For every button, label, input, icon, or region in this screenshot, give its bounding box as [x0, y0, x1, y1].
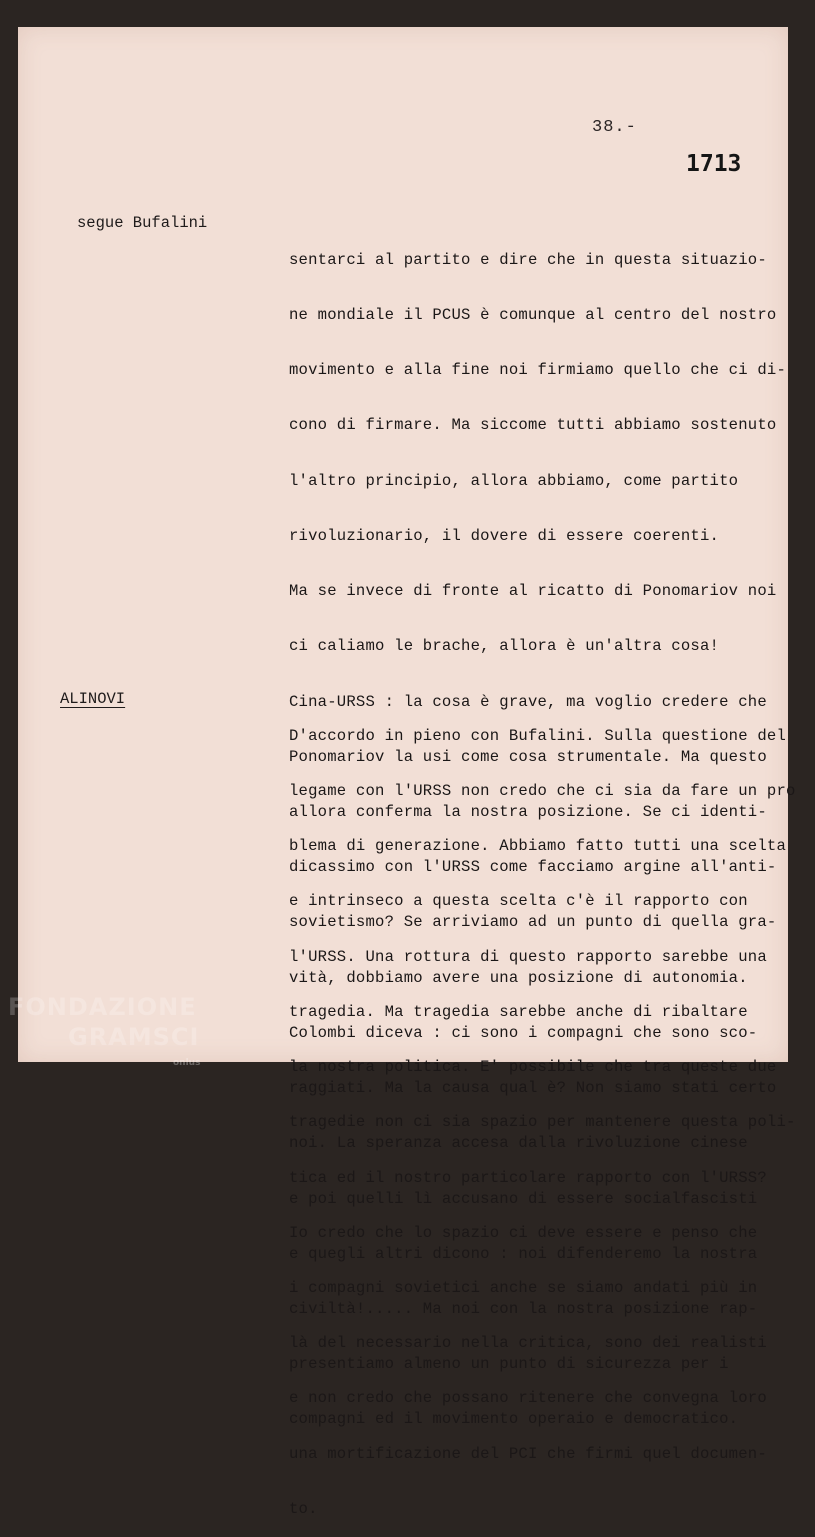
- text-line: allora conferma la nostra posizione. Se ci identi-: [289, 803, 767, 821]
- text-line: sentarci al partito e dire che in questa situazio-: [289, 250, 767, 269]
- text-line: ci caliamo le brache, allora è un'altra cosa!: [289, 637, 720, 656]
- text-line: la nostra politica. E' possibile che tra queste due: [289, 1058, 777, 1077]
- text-line: tragedie non ci sia spazio per mantenere questa poli-: [289, 1113, 796, 1132]
- text-line: Ponomariov la usi come cosa strumentale. Ma questo: [289, 747, 767, 766]
- text-line: e intrinseco a questa scelta c'è il rapporto con: [289, 892, 748, 911]
- text-line: tragedia. Ma tragedia sarebbe anche di ribaltare: [289, 1002, 748, 1021]
- text-line: raggiati. Ma la causa qual è? Non siamo stati certo: [289, 1079, 777, 1098]
- speaker-label-alinovi: ALINOVI: [60, 690, 126, 708]
- text-line: sovietismo? Se arriviamo ad un punto di quella gra-: [289, 913, 777, 932]
- text-line: blema di generazione. Abbiamo fatto tutti una scelta: [289, 837, 787, 856]
- text-line: presentiamo almeno un punto di sicurezza per i: [289, 1355, 729, 1374]
- text-line: D'accordo in pieno con Bufalini. Sulla questione del: [289, 726, 787, 745]
- watermark-logo: [8, 992, 201, 1068]
- text-line: ne mondiale il PCUS è comunque al centro del nostro: [289, 306, 777, 325]
- text-line: tica ed il nostro particolare rapporto con l'URSS?: [289, 1168, 767, 1187]
- speech-block-alinovi: [289, 690, 796, 1537]
- text-line: una mortificazione del PCI che firmi quel documen-: [289, 1444, 767, 1463]
- text-line: i compagni sovietici anche se siamo andati più in: [289, 1279, 758, 1297]
- text-line: compagni ed il movimento operaio e democratico.: [289, 1410, 739, 1429]
- text-line: noi. La speranza accesa dalla rivoluzione cinese: [289, 1134, 748, 1153]
- text-line: cono di firmare. Ma siccome tutti abbiamo sostenuto: [289, 416, 777, 435]
- archive-number: 1713: [686, 151, 742, 177]
- text-line: l'URSS. Una rottura di questo rapporto sarebbe una: [289, 947, 767, 966]
- text-line: l'altro principio, allora abbiamo, come partito: [289, 471, 739, 490]
- watermark-line2: GRAMSCI: [68, 1023, 200, 1051]
- text-line: to.: [289, 1499, 318, 1518]
- watermark-line1: FONDAZIONE: [8, 993, 197, 1021]
- text-line: e poi quelli lì accusano di essere socialfascisti: [289, 1189, 758, 1208]
- text-line: Io credo che lo spazio ci deve essere e penso che: [289, 1223, 758, 1242]
- page-number: 38.-: [592, 118, 637, 137]
- text-line: legame con l'URSS non credo che ci sia da fare un pro: [289, 782, 796, 801]
- text-line: movimento e alla fine noi firmiamo quello che ci di-: [289, 361, 787, 380]
- text-line: e quegli altri dicono : noi difenderemo la nostra: [289, 1244, 758, 1263]
- watermark-line3: onlus: [173, 1058, 201, 1068]
- text-line: là del necessario nella critica, sono dei realisti: [289, 1334, 767, 1353]
- text-line: Cina-URSS : la cosa è grave, ma voglio credere che: [289, 692, 767, 711]
- text-line: dicassimo con l'URSS come facciamo argine all'anti-: [289, 858, 777, 877]
- speaker-label-bufalini: segue Bufalini: [77, 214, 208, 232]
- text-line: Ma se invece di fronte al ricatto di Ponomariov noi: [289, 582, 777, 601]
- text-line: vità, dobbiamo avere una posizione di autonomia.: [289, 968, 748, 987]
- text-line: civiltà!..... Ma noi con la nostra posizione rap-: [289, 1299, 758, 1318]
- text-line: rivoluzionario, il dovere di essere coerenti.: [289, 526, 720, 545]
- text-line: e non credo che possano ritenere che convegna loro: [289, 1389, 767, 1408]
- text-line: Colombi diceva : ci sono i compagni che sono sco-: [289, 1023, 758, 1042]
